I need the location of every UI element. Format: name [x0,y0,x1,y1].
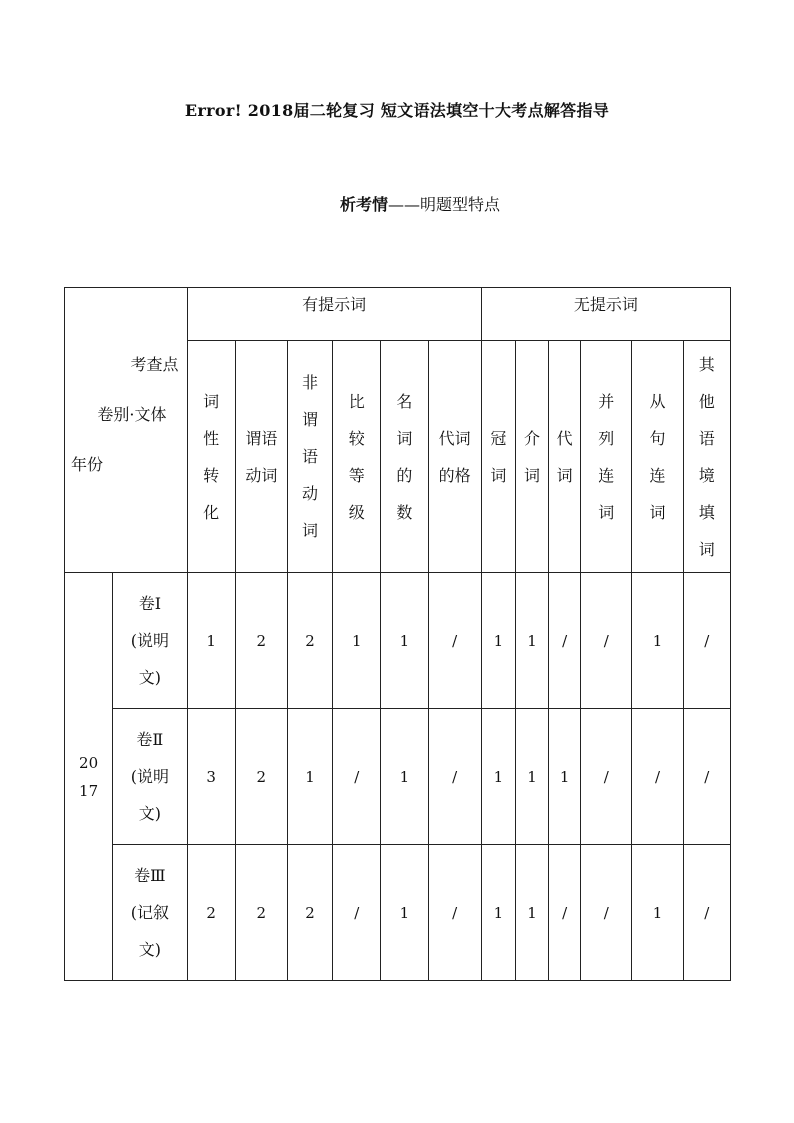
value-cell: / [581,845,632,981]
value-cell: 1 [381,845,428,981]
value-cell: 2 [187,845,235,981]
section-subtitle [300,192,540,215]
column-header-label: 谓语动词 [245,428,278,485]
column-header-label: 非谓语动词 [302,373,319,540]
table-row [65,709,731,845]
genre-label: (说明文) [130,767,169,823]
value-cell: / [683,709,730,845]
column-header [632,341,683,573]
table-row [65,573,731,709]
exam-stats-table [64,287,731,981]
column-header-label: 并列连词 [598,391,615,522]
column-header-label: 从句连词 [649,391,666,522]
value-cell: / [549,845,581,981]
value-cell: / [683,845,730,981]
table-row [65,845,731,981]
column-header [515,341,548,573]
column-header [683,341,730,573]
value-cell: 2 [235,709,287,845]
value-cell: / [333,845,381,981]
group-header-no-hint: 无提示词 [481,288,730,341]
volume-cell [113,845,187,981]
column-header [481,341,515,573]
column-header-label: 介词 [523,428,540,485]
value-cell: 2 [235,573,287,709]
subtitle-bold: 析考情 [339,195,388,214]
column-header [581,341,632,573]
subtitle-rest: ——明题型特点 [388,195,501,214]
value-cell: 1 [632,573,683,709]
value-cell: 1 [287,709,332,845]
column-header [381,341,428,573]
value-cell: / [581,709,632,845]
corner-header-cell [65,288,188,573]
value-cell: / [683,573,730,709]
value-cell: 1 [515,709,548,845]
volume-label: 卷Ⅱ [136,730,164,749]
value-cell: 1 [333,573,381,709]
corner-label-topic: 考查点 [130,355,179,374]
corner-label-volume: 卷别·文体 [97,405,167,424]
column-header-label: 比较等级 [348,391,365,522]
value-cell: 1 [187,573,235,709]
value-cell: / [428,845,481,981]
column-header [235,341,287,573]
column-header [428,341,481,573]
value-cell: 2 [287,573,332,709]
column-header-label: 词性转化 [203,391,220,522]
column-header-label: 名词的数 [396,391,413,522]
value-cell: / [632,709,683,845]
column-header-label: 冠词 [490,428,507,485]
value-cell: / [428,573,481,709]
volume-cell [113,709,187,845]
value-cell: 1 [381,709,428,845]
group-header-with-hint: 有提示词 [187,288,481,341]
corner-label-year: 年份 [71,455,104,474]
value-cell: / [333,709,381,845]
value-cell: 1 [381,573,428,709]
value-cell: 1 [481,709,515,845]
value-cell: 1 [481,573,515,709]
volume-cell [113,573,187,709]
column-header-label: 代词的格 [438,428,471,485]
value-cell: / [549,573,581,709]
value-cell: 1 [481,845,515,981]
column-header [333,341,381,573]
genre-label: (记叙文) [130,903,169,959]
column-header [549,341,581,573]
volume-label: 卷Ⅰ [138,594,162,613]
value-cell: / [428,709,481,845]
year-label: 2017 [79,753,99,800]
volume-label: 卷Ⅲ [134,866,166,885]
value-cell: 1 [515,845,548,981]
column-header [287,341,332,573]
value-cell: 1 [515,573,548,709]
value-cell: 3 [187,709,235,845]
year-cell [65,573,113,981]
column-header [187,341,235,573]
value-cell: / [581,573,632,709]
genre-label: (说明文) [130,631,169,687]
value-cell: 1 [632,845,683,981]
value-cell: 1 [549,709,581,845]
value-cell: 2 [235,845,287,981]
document-title: Error! 2018届二轮复习 短文语法填空十大考点解答指导 [184,101,610,120]
column-header-label: 代词 [556,428,573,485]
value-cell: 2 [287,845,332,981]
column-header-label: 其他语境填词 [698,354,715,559]
